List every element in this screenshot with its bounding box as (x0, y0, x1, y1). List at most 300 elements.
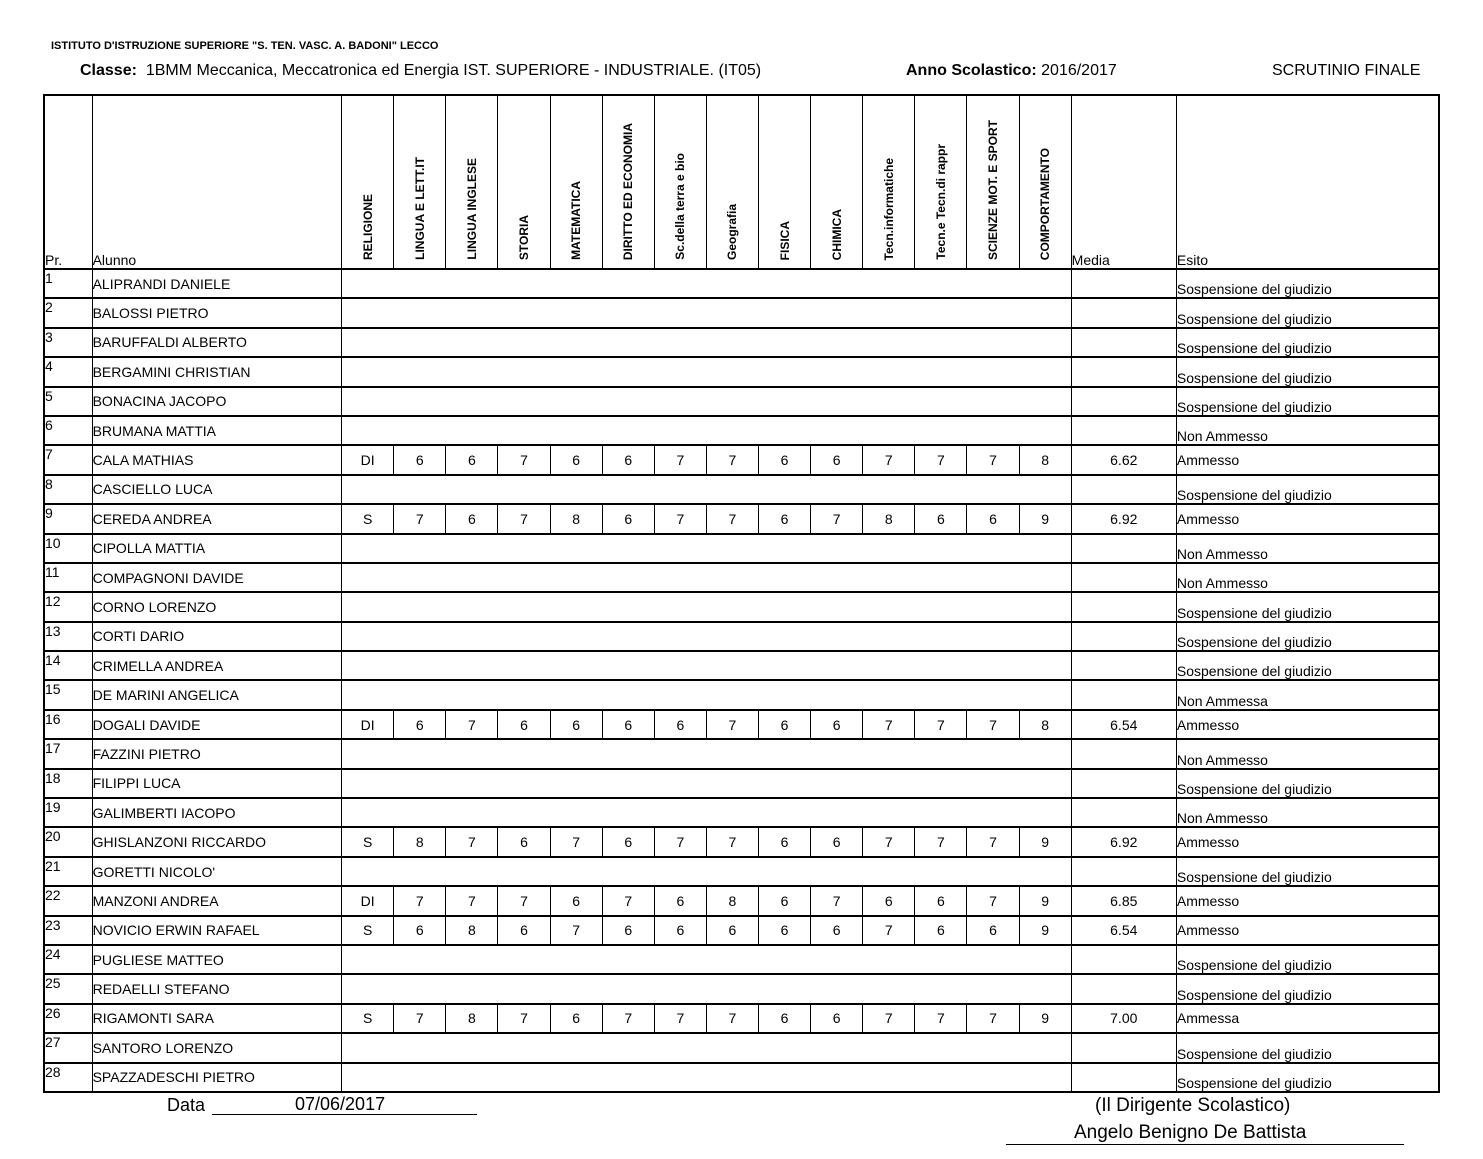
school-year-info (906, 62, 1117, 80)
subject-label: FISICA (777, 220, 792, 260)
grade-cell: 6 (498, 710, 550, 739)
grade-cell: 7 (706, 827, 758, 856)
grades-empty (342, 357, 1072, 386)
student-name: REDAELLI STEFANO (92, 974, 342, 1003)
student-name: CORNO LORENZO (92, 592, 342, 621)
grade-cell: 8 (863, 504, 915, 533)
student-name: CRIMELLA ANDREA (92, 651, 342, 680)
grade-cell: 6 (602, 504, 654, 533)
grades-empty (342, 475, 1072, 504)
outcome-cell: Sospensione del giudizio (1176, 622, 1439, 651)
grade-cell: 8 (1019, 445, 1071, 474)
student-name: RIGAMONTI SARA (92, 1004, 342, 1033)
grade-cell: 7 (446, 710, 498, 739)
grade-cell: 9 (1019, 827, 1071, 856)
grades-empty (342, 974, 1072, 1003)
grade-cell: S (342, 916, 394, 945)
student-name: GORETTI NICOLO' (92, 857, 342, 886)
student-row (44, 857, 1439, 886)
column-header-subject (967, 95, 1019, 269)
grades-empty (342, 651, 1072, 680)
grade-cell: 7 (394, 1004, 446, 1033)
subject-label: RELIGIONE (360, 193, 375, 260)
grade-cell: 6 (550, 445, 602, 474)
grade-cell: 7 (654, 827, 706, 856)
grade-cell: 6 (811, 710, 863, 739)
grade-cell: 7 (654, 445, 706, 474)
grade-cell: 6 (602, 710, 654, 739)
grade-cell: 7 (863, 827, 915, 856)
grade-cell: 7 (602, 1004, 654, 1033)
subject-label: COMPORTAMENTO (1038, 147, 1053, 260)
grade-cell: 6 (602, 827, 654, 856)
subject-label: Geografia (725, 203, 740, 260)
grade-cell: 6 (394, 710, 446, 739)
grade-cell: 9 (1019, 916, 1071, 945)
average-cell (1071, 680, 1176, 709)
date-value: 07/06/2017 (295, 1094, 386, 1114)
class-label: Classe: (80, 62, 137, 79)
grade-cell: 6 (446, 445, 498, 474)
average-cell: 6.62 (1071, 445, 1176, 474)
outcome-cell: Non Ammesso (1176, 563, 1439, 592)
student-row (44, 445, 1439, 474)
outcome-cell: Ammesso (1176, 710, 1439, 739)
row-number: 11 (44, 563, 92, 592)
grade-cell: 6 (394, 445, 446, 474)
class-info (80, 62, 761, 80)
signatory-name: Angelo Benigno De Battista (1074, 1122, 1307, 1143)
row-number: 1 (44, 269, 92, 298)
student-name: BRUMANA MATTIA (92, 416, 342, 445)
grade-cell: 6 (759, 827, 811, 856)
grade-cell: 6 (759, 710, 811, 739)
outcome-cell: Sospensione del giudizio (1176, 769, 1439, 798)
student-name: GHISLANZONI RICCARDO (92, 827, 342, 856)
grade-cell: 9 (1019, 886, 1071, 915)
student-name: CEREDA ANDREA (92, 504, 342, 533)
outcome-cell: Sospensione del giudizio (1176, 1033, 1439, 1062)
outcome-cell: Sospensione del giudizio (1176, 974, 1439, 1003)
grade-cell: 7 (706, 1004, 758, 1033)
grades-empty (342, 328, 1072, 357)
outcome-cell: Sospensione del giudizio (1176, 269, 1439, 298)
row-number: 18 (44, 769, 92, 798)
student-row (44, 534, 1439, 563)
average-cell (1071, 622, 1176, 651)
signatory-title: (Il Dirigente Scolastico) (1095, 1095, 1291, 1116)
grade-cell: 6 (967, 504, 1019, 533)
student-row (44, 710, 1439, 739)
row-number: 19 (44, 798, 92, 827)
student-row (44, 680, 1439, 709)
grade-cell: 7 (498, 1004, 550, 1033)
school-year-value: 2016/2017 (1041, 62, 1117, 79)
grade-cell: 7 (811, 504, 863, 533)
grades-empty (342, 592, 1072, 621)
outcome-cell: Sospensione del giudizio (1176, 357, 1439, 386)
grades-empty (342, 269, 1072, 298)
grade-cell: 7 (967, 710, 1019, 739)
row-number: 7 (44, 445, 92, 474)
grade-cell: 6 (759, 916, 811, 945)
grade-cell: 7 (498, 504, 550, 533)
student-row (44, 1063, 1439, 1092)
student-row (44, 269, 1439, 298)
student-row (44, 916, 1439, 945)
student-name: NOVICIO ERWIN RAFAEL (92, 916, 342, 945)
grade-cell: 6 (654, 886, 706, 915)
grade-cell: 7 (967, 445, 1019, 474)
outcome-cell: Ammesso (1176, 886, 1439, 915)
row-number: 28 (44, 1063, 92, 1092)
grade-cell: 7 (915, 445, 967, 474)
row-number: 8 (44, 475, 92, 504)
subject-label: LINGUA INGLESE (464, 158, 479, 260)
grade-cell: S (342, 1004, 394, 1033)
outcome-cell: Sospensione del giudizio (1176, 387, 1439, 416)
grades-empty (342, 298, 1072, 327)
student-name: SANTORO LORENZO (92, 1033, 342, 1062)
grade-cell: 7 (498, 445, 550, 474)
student-name: FAZZINI PIETRO (92, 739, 342, 768)
column-header-media: Media (1071, 95, 1176, 269)
grade-cell: 7 (394, 886, 446, 915)
student-row (44, 357, 1439, 386)
grade-cell: 6 (811, 445, 863, 474)
row-number: 13 (44, 622, 92, 651)
grade-cell: 7 (550, 827, 602, 856)
document-type: SCRUTINIO FINALE (1272, 62, 1421, 79)
average-cell (1071, 857, 1176, 886)
average-cell (1071, 269, 1176, 298)
grade-cell: 6 (498, 827, 550, 856)
student-row (44, 886, 1439, 915)
column-header-alunno: Alunno (92, 95, 342, 269)
grade-cell: 6 (550, 710, 602, 739)
student-name: GALIMBERTI IACOPO (92, 798, 342, 827)
grade-cell: 7 (706, 504, 758, 533)
grade-cell: 7 (863, 1004, 915, 1033)
grade-cell: 7 (446, 886, 498, 915)
average-cell (1071, 328, 1176, 357)
institute-name: ISTITUTO D'ISTRUZIONE SUPERIORE "S. TEN. VASC. A. BADONI" LECCO (51, 40, 439, 52)
grade-cell: 6 (654, 710, 706, 739)
average-cell (1071, 298, 1176, 327)
outcome-cell: Sospensione del giudizio (1176, 1063, 1439, 1092)
grade-cell: 6 (915, 886, 967, 915)
average-cell (1071, 739, 1176, 768)
student-name: FILIPPI LUCA (92, 769, 342, 798)
grade-cell: 6 (811, 1004, 863, 1033)
outcome-cell: Ammesso (1176, 504, 1439, 533)
grade-cell: 7 (863, 710, 915, 739)
grade-cell: 6 (967, 916, 1019, 945)
average-cell: 6.92 (1071, 504, 1176, 533)
average-cell (1071, 592, 1176, 621)
grade-cell: 6 (915, 504, 967, 533)
grades-empty (342, 739, 1072, 768)
student-row (44, 651, 1439, 680)
table-header-row (44, 95, 1439, 269)
row-number: 26 (44, 1004, 92, 1033)
row-number: 25 (44, 974, 92, 1003)
row-number: 24 (44, 945, 92, 974)
outcome-cell: Ammesso (1176, 827, 1439, 856)
row-number: 5 (44, 387, 92, 416)
student-row (44, 592, 1439, 621)
grade-cell: S (342, 827, 394, 856)
average-cell (1071, 1063, 1176, 1092)
row-number: 23 (44, 916, 92, 945)
grade-cell: 6 (550, 886, 602, 915)
outcome-cell: Sospensione del giudizio (1176, 945, 1439, 974)
student-row (44, 298, 1439, 327)
grade-cell: DI (342, 710, 394, 739)
row-number: 16 (44, 710, 92, 739)
subject-label: DIRITTO ED ECONOMIA (621, 122, 636, 260)
outcome-cell: Non Ammesso (1176, 798, 1439, 827)
grade-cell: 7 (967, 827, 1019, 856)
grade-cell: 6 (811, 916, 863, 945)
outcome-cell: Sospensione del giudizio (1176, 857, 1439, 886)
date-label: Data (167, 1095, 206, 1115)
grades-empty (342, 1063, 1072, 1092)
student-row (44, 328, 1439, 357)
grade-cell: 6 (654, 916, 706, 945)
average-cell (1071, 945, 1176, 974)
student-row (44, 387, 1439, 416)
grade-cell: DI (342, 886, 394, 915)
average-cell (1071, 563, 1176, 592)
average-cell (1071, 651, 1176, 680)
student-name: CASCIELLO LUCA (92, 475, 342, 504)
column-header-esito: Esito (1176, 95, 1439, 269)
row-number: 2 (44, 298, 92, 327)
grades-empty (342, 1033, 1072, 1062)
column-header-subject (915, 95, 967, 269)
average-cell: 6.54 (1071, 916, 1176, 945)
outcome-cell: Ammesso (1176, 445, 1439, 474)
grade-cell: 6 (811, 827, 863, 856)
row-number: 10 (44, 534, 92, 563)
column-header-subject (759, 95, 811, 269)
student-row (44, 563, 1439, 592)
student-row (44, 739, 1439, 768)
grade-cell: 6 (602, 445, 654, 474)
average-cell (1071, 534, 1176, 563)
student-row (44, 798, 1439, 827)
outcome-cell: Non Ammesso (1176, 739, 1439, 768)
grade-cell: 7 (654, 1004, 706, 1033)
grade-cell: 6 (550, 1004, 602, 1033)
student-name: CIPOLLA MATTIA (92, 534, 342, 563)
grade-cell: 7 (706, 710, 758, 739)
student-name: DE MARINI ANGELICA (92, 680, 342, 709)
column-header-subject (394, 95, 446, 269)
row-number: 17 (44, 739, 92, 768)
student-row (44, 416, 1439, 445)
grade-cell: 8 (446, 916, 498, 945)
subject-label: Tecn.informatiche (881, 157, 896, 260)
grade-cell: 8 (446, 1004, 498, 1033)
average-cell (1071, 416, 1176, 445)
column-header-subject (811, 95, 863, 269)
average-cell (1071, 798, 1176, 827)
student-name: ALIPRANDI DANIELE (92, 269, 342, 298)
subject-label: LINGUA E LETT.IT (412, 157, 427, 260)
average-cell (1071, 974, 1176, 1003)
student-name: BERGAMINI CHRISTIAN (92, 357, 342, 386)
subject-label: STORIA (517, 214, 531, 260)
grades-empty (342, 769, 1072, 798)
outcome-cell: Ammesso (1176, 916, 1439, 945)
student-name: CORTI DARIO (92, 622, 342, 651)
outcome-cell: Sospensione del giudizio (1176, 592, 1439, 621)
column-header-subject (342, 95, 394, 269)
grade-cell: 7 (394, 504, 446, 533)
student-row (44, 769, 1439, 798)
row-number: 3 (44, 328, 92, 357)
grade-cell: 7 (863, 916, 915, 945)
grades-empty (342, 416, 1072, 445)
column-header-subject (498, 95, 550, 269)
average-cell (1071, 387, 1176, 416)
grade-cell: 6 (759, 504, 811, 533)
column-header-subject (446, 95, 498, 269)
grade-cell: 8 (706, 886, 758, 915)
grades-empty (342, 387, 1072, 416)
grade-cell: 6 (863, 886, 915, 915)
column-header-subject (1019, 95, 1071, 269)
grade-cell: 7 (550, 916, 602, 945)
signature-line (1006, 1144, 1404, 1145)
column-header-subject (863, 95, 915, 269)
student-row (44, 504, 1439, 533)
average-cell (1071, 475, 1176, 504)
grade-cell: 7 (446, 827, 498, 856)
grade-cell: S (342, 504, 394, 533)
column-header-subject (602, 95, 654, 269)
grade-cell: 9 (1019, 1004, 1071, 1033)
student-name: PUGLIESE MATTEO (92, 945, 342, 974)
student-row (44, 974, 1439, 1003)
row-number: 12 (44, 592, 92, 621)
grade-cell: 7 (915, 710, 967, 739)
column-header-pr: Pr. (44, 95, 92, 269)
average-cell (1071, 1033, 1176, 1062)
grade-cell: 7 (602, 886, 654, 915)
row-number: 4 (44, 357, 92, 386)
subject-label: MATEMATICA (569, 181, 584, 260)
student-name: CALA MATHIAS (92, 445, 342, 474)
outcome-cell: Sospensione del giudizio (1176, 328, 1439, 357)
row-number: 14 (44, 651, 92, 680)
grade-cell: 6 (759, 445, 811, 474)
grade-cell: 7 (967, 1004, 1019, 1033)
row-number: 21 (44, 857, 92, 886)
subject-label: Sc.della terra e bio (673, 153, 688, 260)
grade-cell: 7 (498, 886, 550, 915)
grade-cell: 7 (811, 886, 863, 915)
student-row (44, 827, 1439, 856)
grades-empty (342, 798, 1072, 827)
outcome-cell: Sospensione del giudizio (1176, 298, 1439, 327)
student-name: BONACINA JACOPO (92, 387, 342, 416)
subject-label: CHIMICA (829, 208, 844, 260)
grade-cell: 7 (915, 1004, 967, 1033)
subject-label: Tecn.e Tecn.di rappr (933, 144, 948, 260)
outcome-cell: Non Ammesso (1176, 534, 1439, 563)
row-number: 27 (44, 1033, 92, 1062)
grade-cell: 8 (550, 504, 602, 533)
row-number: 9 (44, 504, 92, 533)
row-number: 15 (44, 680, 92, 709)
student-name: COMPAGNONI DAVIDE (92, 563, 342, 592)
row-number: 6 (44, 416, 92, 445)
grade-cell: 7 (654, 504, 706, 533)
row-number: 22 (44, 886, 92, 915)
grade-cell: 6 (759, 886, 811, 915)
average-cell (1071, 357, 1176, 386)
grade-cell: 6 (915, 916, 967, 945)
outcome-cell: Sospensione del giudizio (1176, 475, 1439, 504)
grade-cell: 8 (394, 827, 446, 856)
subject-label: SCIENZE MOT. E SPORT (985, 119, 1000, 260)
grade-cell: 7 (706, 445, 758, 474)
grades-empty (342, 680, 1072, 709)
column-header-subject (550, 95, 602, 269)
school-year-label: Anno Scolastico: (906, 62, 1037, 79)
student-row (44, 945, 1439, 974)
grade-cell: 6 (602, 916, 654, 945)
student-name: MANZONI ANDREA (92, 886, 342, 915)
average-cell: 6.54 (1071, 710, 1176, 739)
student-name: SPAZZADESCHI PIETRO (92, 1063, 342, 1092)
column-header-subject (706, 95, 758, 269)
outcome-cell: Sospensione del giudizio (1176, 651, 1439, 680)
grade-cell: 7 (967, 886, 1019, 915)
student-name: DOGALI DAVIDE (92, 710, 342, 739)
average-cell: 6.92 (1071, 827, 1176, 856)
grade-cell: 6 (394, 916, 446, 945)
grades-table (43, 94, 1440, 1093)
grade-cell: 7 (863, 445, 915, 474)
student-row (44, 1004, 1439, 1033)
average-cell: 7.00 (1071, 1004, 1176, 1033)
grade-cell: 6 (706, 916, 758, 945)
outcome-cell: Ammessa (1176, 1004, 1439, 1033)
grade-cell: 6 (446, 504, 498, 533)
student-name: BARUFFALDI ALBERTO (92, 328, 342, 357)
grade-cell: 6 (498, 916, 550, 945)
grade-cell: 7 (915, 827, 967, 856)
grades-empty (342, 857, 1072, 886)
grades-empty (342, 622, 1072, 651)
grades-empty (342, 945, 1072, 974)
student-name: BALOSSI PIETRO (92, 298, 342, 327)
student-row (44, 622, 1439, 651)
grade-cell: 8 (1019, 710, 1071, 739)
grades-empty (342, 563, 1072, 592)
average-cell (1071, 769, 1176, 798)
student-row (44, 475, 1439, 504)
column-header-subject (654, 95, 706, 269)
class-value: 1BMM Meccanica, Meccatronica ed Energia IST. SUPERIORE - INDUSTRIALE. (IT05) (145, 62, 762, 79)
outcome-cell: Non Ammessa (1176, 680, 1439, 709)
grade-cell: 6 (759, 1004, 811, 1033)
student-row (44, 1033, 1439, 1062)
